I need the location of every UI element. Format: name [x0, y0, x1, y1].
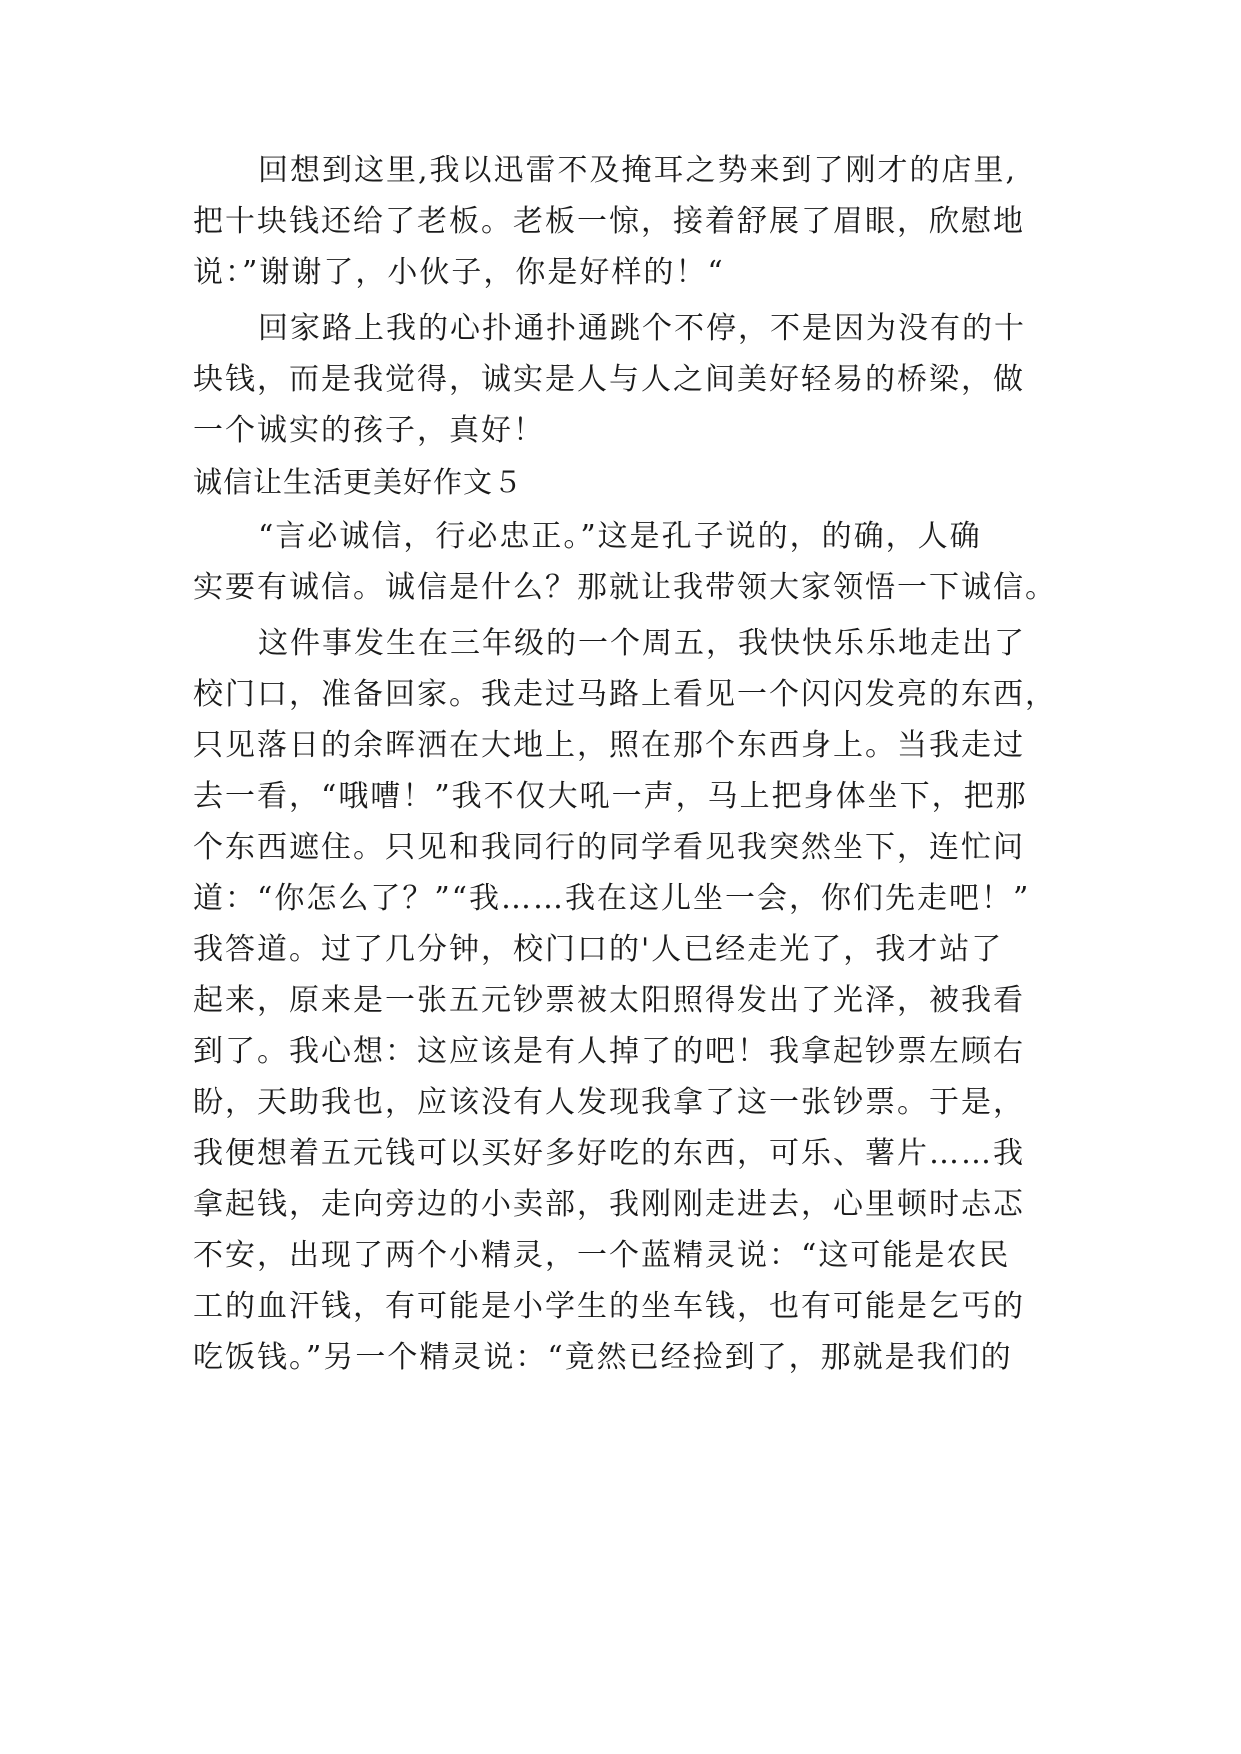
paragraph-4-line-6: 道：“你怎么了？”“我……我在这儿坐一会，你们先走吧！”: [193, 881, 1031, 916]
paragraph-4-line-7: 我答道。过了几分钟，校门口的'人已经走光了，我才站了: [193, 932, 1004, 967]
paragraph-3-line-2: 实要有诚信。诚信是什么？那就让我带领大家领悟一下诚信。: [193, 570, 1057, 605]
paragraph-4-line-8: 起来，原来是一张五元钞票被太阳照得发出了光泽，被我看: [193, 983, 1025, 1018]
paragraph-4-line-9: 到了。我心想：这应该是有人掉了的吧！我拿起钞票左顾右: [193, 1034, 1025, 1069]
paragraph-1-line-1: 回想到这里,我以迅雷不及掩耳之势来到了刚才的店里,: [258, 153, 1018, 188]
paragraph-2-line-3: 一个诚实的孩子，真好！: [193, 413, 545, 448]
paragraph-4-line-3: 只见落日的余晖洒在大地上，照在那个东西身上。当我走过: [193, 728, 1025, 763]
paragraph-4-line-11: 我便想着五元钱可以买好多好吃的东西，可乐、薯片……我: [193, 1136, 1025, 1171]
paragraph-4-line-2: 校门口，准备回家。我走过马路上看见一个闪闪发亮的东西，: [193, 677, 1057, 712]
paragraph-2-line-2: 块钱，而是我觉得，诚实是人与人之间美好轻易的桥梁，做: [193, 362, 1025, 397]
paragraph-1-line-3: 说：”谢谢了，小伙子，你是好样的！“: [193, 255, 725, 290]
paragraph-3-line-1: “言必诚信，行必忠正。”这是孔子说的，的确，人确: [258, 519, 982, 554]
paragraph-4-line-13: 不安，出现了两个小精灵，一个蓝精灵说：“这可能是农民: [193, 1238, 1011, 1273]
paragraph-4-line-1: 这件事发生在三年级的一个周五，我快快乐乐地走出了: [258, 626, 1026, 661]
paragraph-4-line-14: 工的血汗钱，有可能是小学生的坐车钱，也有可能是乞丐的: [193, 1289, 1025, 1324]
paragraph-4-line-12: 拿起钱，走向旁边的小卖部，我刚刚走进去，心里顿时忐忑: [193, 1187, 1025, 1222]
paragraph-1-line-2: 把十块钱还给了老板。老板一惊，接着舒展了眉眼，欣慰地: [193, 204, 1025, 239]
paragraph-4-line-15: 吃饭钱。”另一个精灵说：“竟然已经捡到了，那就是我们的: [193, 1340, 1013, 1375]
paragraph-4-line-5: 个东西遮住。只见和我同行的同学看见我突然坐下，连忙问: [193, 830, 1025, 865]
paragraph-2-line-1: 回家路上我的心扑通扑通跳个不停，不是因为没有的十: [258, 311, 1026, 346]
paragraph-4-line-10: 盼，天助我也，应该没有人发现我拿了这一张钞票。于是，: [193, 1085, 1025, 1120]
section-title: 诚信让生活更美好作文５: [193, 465, 524, 499]
paragraph-4-line-4: 去一看，“哦嘈！”我不仅大吼一声，马上把身体坐下，把那: [193, 779, 1028, 814]
